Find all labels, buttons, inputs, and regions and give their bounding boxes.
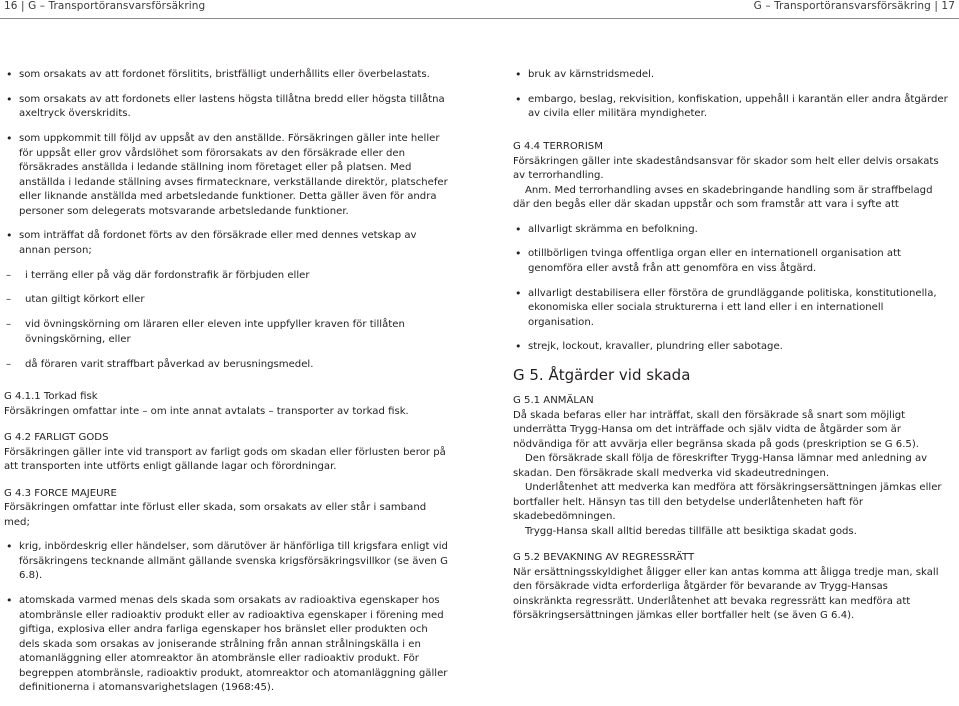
- dash-item: – då föraren varit straffbart påverkad av berusningsmedel.: [4, 358, 450, 373]
- section-heading: G 4.2 FARLIGT GODS: [4, 432, 109, 444]
- section-text: Försäkringen omfattar inte förlust eller skada, som orsakats av eller står i samband med;: [4, 502, 427, 528]
- right-column: [513, 68, 949, 624]
- list-item: • som orsakats av att fordonet förslitits, bristfälligt underhållits eller överbelastats.: [4, 68, 450, 83]
- dash-list: [4, 269, 450, 372]
- chapter-title: G 5. Åtgärder vid skada: [513, 366, 691, 385]
- list-item: • som uppkommit till följd av uppsåt av den anställde. Försäkringen gäller inte heller för uppsåt eller grov vårdslöhet som förorsakats av den försäkrade eller den försäkrades anställda i ledande ställning inom företaget eller på platsen. Med anställda i ledande ställning avses firmatecknare, verkställande direktör, platschefer eller liknande anställda med arbetsledande funktioner. Detta gäller även för andra personer som delegerats motsvarande arbetsledande funktioner.: [4, 132, 450, 219]
- list-item: • otillbörligen tvinga offentliga organ eller en internationell organisation att genomföra eller avstå från att genomföra en viss åtgärd.: [513, 247, 949, 276]
- list-item: • atomskada varmed menas dels skada som orsakats av radioaktiva egenskaper hos atombränsle eller radioaktiv produkt eller av radioaktiva egenskaper i förening med giftiga, explosiva eller andra farliga egenskaper hos bränslet eller produkten och dels skada som orsakas av joniserande strålning från annan strålningskälla i en atomanläggning eller atomreaktor än atombränsle eller radioaktiv produkt. För begreppen atombränsle, radioaktiv produkt, atomreaktor och atomanläggning gäller definitionerna i atomansvarighetslagen (1968:45).: [4, 594, 450, 696]
- dash-item: – i terräng eller på väg där fordonstrafik är förbjuden eller: [4, 269, 450, 284]
- force-majeure-list: [4, 540, 450, 695]
- list-item: • bruk av kärnstridsmedel.: [513, 68, 949, 83]
- section-heading: G 4.3 FORCE MAJEURE: [4, 487, 117, 499]
- section-text: Försäkringen gäller inte vid transport av farligt gods om skadan eller förlusten beror på att transporten inte utförts enligt gällande lagar och förordningar.: [4, 446, 446, 473]
- dash-item: – utan giltigt körkort eller: [4, 293, 450, 308]
- section-text: Anm. Med terrorhandling avses en skadebringande handling som är straffbelagd där den begås eller där skadan uppstår och som framstår att vara i syfte att: [513, 184, 933, 211]
- force-majeure-list-cont: [513, 68, 949, 122]
- left-column: [4, 68, 450, 706]
- section-text: Underlåtenhet att medverka kan medföra att försäkringsersättningen jämkas eller bortfaller helt. Hänsyn tas till den betydelse underlåtenheten haft för skadebedömningen.: [513, 482, 942, 523]
- section-text: Trygg-Hansa skall alltid beredas tillfälle att besiktiga skadat gods.: [525, 525, 857, 537]
- list-item: • allvarligt destabilisera eller förstöra de grundläggande politiska, konstitutionella, ekonomiska eller sociala strukturerna i ett land eller i en internationell organisation.: [513, 287, 949, 331]
- section-text: När ersättningsskyldighet åligger eller kan antas komma att åligga tredje man, skall den försäkrade vidta erforderliga åtgärder för bevarande av Trygg-Hansas oinskränkta regressrätt. Underlåtenhet att bevaka regressrätt kan medföra att försäkringsersättningen jämkas eller bortfaller helt (se även G 6.4).: [513, 566, 939, 622]
- list-item: • som orsakats av att fordonets eller lastens högsta tillåtna bredd eller högsta tillåtna axeltryck överskridits.: [4, 93, 450, 122]
- header-rule: [0, 18, 959, 19]
- section-text: Försäkringen gäller inte skadestândsansvar för skador som helt eller delvis orsakats av terrorhandling.: [513, 155, 939, 182]
- terrorism-list: [513, 223, 949, 355]
- section-text: Försäkringen omfattar inte – om inte annat avtalats – transporter av torkad fisk.: [4, 405, 409, 417]
- section-heading: G 4.4 TERRORISM: [513, 141, 603, 153]
- page-header-left: 16 | G – Transportöransvarsförsäkring: [4, 0, 206, 12]
- list-item: • krig, inbördeskrig eller händelser, som därutöver är hänförliga till krigsfara enligt vid försäkringens tecknande allmänt gällande svenska krigsförsäkringsvillkor (se även G 6.8).: [4, 540, 450, 584]
- list-item: • strejk, lockout, kravaller, plundring eller sabotage.: [513, 340, 949, 355]
- page-header-right: G – Transportöransvarsförsäkring | 17: [753, 0, 955, 12]
- dash-item: – vid övningskörning om läraren eller eleven inte uppfyller kraven för tillåten övningskörning, eller: [4, 318, 450, 347]
- exclusion-list: [4, 68, 450, 258]
- section-text: Då skada befaras eller har inträffat, skall den försäkrade så snart som möjligt underrätta Trygg-Hansa om det inträffade och själv vidta de åtgärder som är nödvändiga för att avvärja eller begränsa skada på gods (preskription se G 6.5).: [513, 409, 919, 450]
- section-heading: G 5.2 BEVAKNING AV REGRESSRÄTT: [513, 552, 695, 564]
- list-item: • embargo, beslag, rekvisition, konfiskation, uppehåll i karantän eller andra åtgärder av civila eller militära myndigheter.: [513, 93, 949, 122]
- section-heading: G 4.1.1 Torkad fisk: [4, 391, 98, 403]
- section-heading: G 5.1 ANMÄLAN: [513, 395, 594, 407]
- list-item: • som inträffat då fordonet förts av den försäkrade eller med dennes vetskap av annan person;: [4, 229, 450, 258]
- section-text: Den försäkrade skall följa de föreskrifter Trygg-Hansa lämnar med anledning av skadan. Den försäkrade skall medverka vid skadeutredningen.: [513, 453, 928, 479]
- list-item: • allvarligt skrämma en befolkning.: [513, 223, 949, 238]
